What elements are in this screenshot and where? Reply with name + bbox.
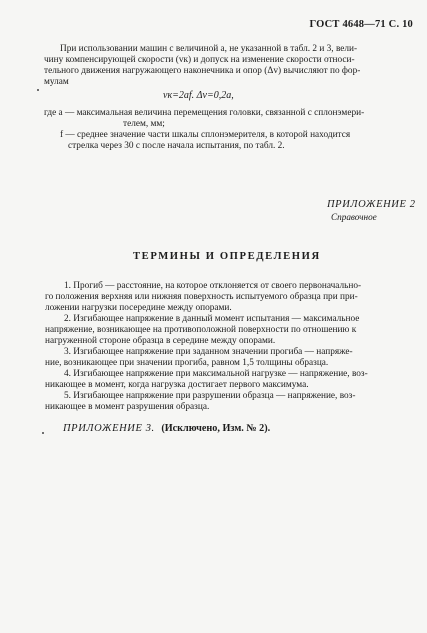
appendix-3-note: (Исключено, Изм. № 2). bbox=[161, 423, 271, 434]
where-line: телем, мм; bbox=[123, 119, 165, 129]
definition-line: 2. Изгибающее напряжение в данный момент испытания — максимальное bbox=[64, 314, 360, 324]
definition-line: 1. Прогиб — расстояние, на которое отклоняется от своего первоначально- bbox=[64, 281, 362, 291]
appendix-2-subtitle: Справочное bbox=[331, 212, 377, 222]
definition-line: 5. Изгибающее напряжение при разрушении образца — напряжение, воз- bbox=[64, 391, 356, 401]
definition-line: никающее в момент разрушения образца. bbox=[45, 402, 210, 412]
scan-speck bbox=[37, 89, 39, 91]
definition-line: никающее в момент, когда нагрузка достигает первого максимума. bbox=[45, 380, 309, 390]
definition-line: напряжение, возникающее на противоположной поверхности по отношению к bbox=[45, 325, 357, 335]
formula: vк=2af. Δv=0,2a, bbox=[163, 90, 234, 101]
appendix-3-title: ПРИЛОЖЕНИЕ 3. bbox=[63, 423, 155, 434]
definition-line: ние, возникающее при значении прогиба, равном 1,5 толщины образца. bbox=[45, 358, 329, 368]
definition-line: ложении нагрузки посередине между опорами. bbox=[45, 303, 232, 313]
intro-line: При использовании машин с величиной а, не указанной в табл. 2 и 3, вели- bbox=[60, 44, 358, 54]
appendix-2-title: ПРИЛОЖЕНИЕ 2 bbox=[327, 199, 416, 210]
definition-line: 4. Изгибающее напряжение при максимальной нагрузке — напряжение, воз- bbox=[64, 369, 368, 379]
intro-line: тельного движения нагружающего наконечника и опор (Δv) вычисляют по фор- bbox=[44, 66, 361, 76]
where-line: где а — максимальная величина перемещения головки, связанной с сплонэмери- bbox=[44, 108, 365, 118]
where-line: стрелка через 30 с после начала испытания, по табл. 2. bbox=[68, 141, 285, 151]
appendix-3 bbox=[63, 423, 270, 434]
section-title: ТЕРМИНЫ И ОПРЕДЕЛЕНИЯ bbox=[133, 251, 321, 262]
definition-line: 3. Изгибающее напряжение при заданном значении прогиба — напряже- bbox=[64, 347, 353, 357]
scan-speck bbox=[42, 432, 44, 434]
definition-line: го положения верхняя или нижняя поверхность испытуемого образца при при- bbox=[45, 292, 358, 302]
page-header: ГОСТ 4648—71 С. 10 bbox=[309, 19, 413, 30]
where-line: f — среднее значение части шкалы сплонэмерителя, в которой находится bbox=[60, 130, 351, 140]
intro-line: чину компенсирующей скорости (vк) и допуск на изменение скорости относи- bbox=[44, 55, 355, 65]
intro-line: мулам bbox=[44, 77, 69, 87]
definition-line: нагруженной стороне образца в середине между опорами. bbox=[45, 336, 276, 346]
